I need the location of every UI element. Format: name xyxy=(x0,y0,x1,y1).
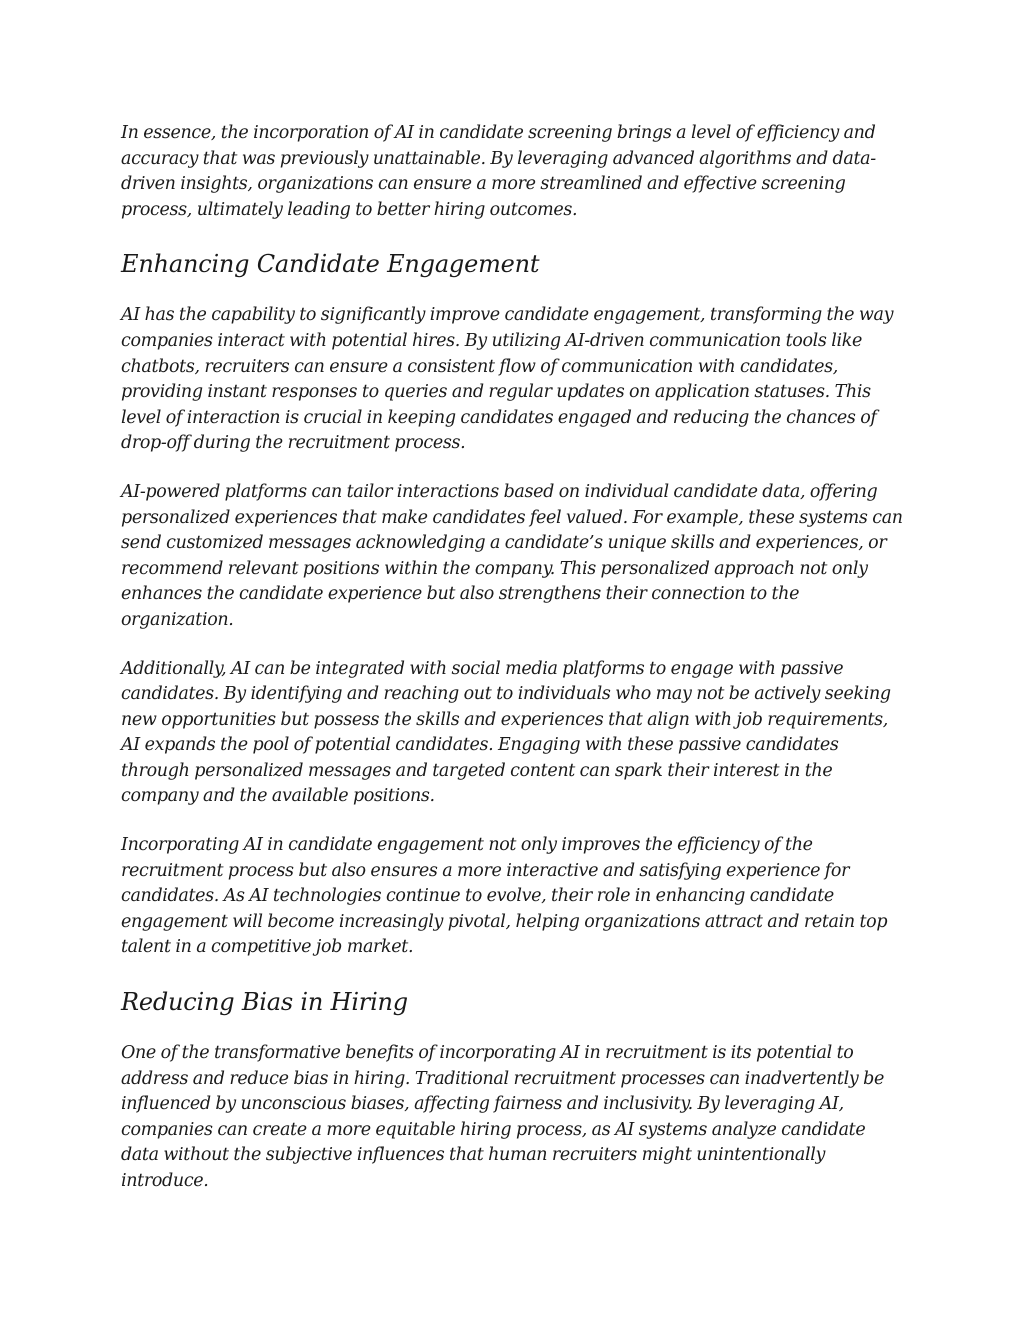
engagement-paragraph-1: AI has the capability to significantly improve candidate engagement, transforming the way companies interact with potential hires. By utilizing AI-driven communication tools like chatbots, recruiters can ensure a consistent flow of communication with candidates, providing instant responses to queries and regular updates on application statuses. This level of interaction is crucial in keeping candidates engaged and reducing the chances of drop-off during the recruitment process. xyxy=(121,305,894,454)
document-page xyxy=(121,121,907,1195)
bias-paragraph-1: One of the transformative benefits of incorporating AI in recruitment is its potential to address and reduce bias in hiring. Traditional recruitment processes can inadvertently be influenced by unconscious biases, affecting fairness and inclusivity. By leveraging AI, companies can create a more equitable hiring process, as AI systems analyze candidate data without the subjective influences that human recruiters might unintentionally introduce. xyxy=(121,1043,884,1191)
section-heading-bias: Reducing Bias in Hiring xyxy=(121,988,408,1017)
engagement-paragraph-4: Incorporating AI in candidate engagement not only improves the efficiency of the recruitment process but also ensures a more interactive and satisfying experience for candidates. As AI technologies continue to evolve, their role in enhancing candidate engagement will become increasingly pivotal, helping organizations attract and retain top talent in a competitive job market. xyxy=(121,835,888,958)
intro-paragraph: In essence, the incorporation of AI in candidate screening brings a level of efficiency and accuracy that was previously unattainable. By leveraging advanced algorithms and data-driven insights, organizations can ensure a more streamlined and effective screening process, ultimately leading to better hiring outcomes. xyxy=(121,123,876,220)
engagement-paragraph-2: AI-powered platforms can tailor interactions based on individual candidate data, offering personalized experiences that make candidates feel valued. For example, these systems can send customized messages acknowledging a candidate’s unique skills and experiences, or recommend relevant positions within the company. This personalized approach not only enhances the candidate experience but also strengthens their connection to the organization. xyxy=(121,481,903,630)
section-heading-engagement: Enhancing Candidate Engagement xyxy=(121,250,540,279)
engagement-paragraph-3: Additionally, AI can be integrated with social media platforms to engage with passive candidates. By identifying and reaching out to individuals who may not be actively seeking new opportunities but possess the skills and experiences that align with job requirements, AI expands the pool of potential candidates. Engaging with these passive candidates through personalized messages and targeted content can spark their interest in the company and the available positions. xyxy=(121,658,891,807)
